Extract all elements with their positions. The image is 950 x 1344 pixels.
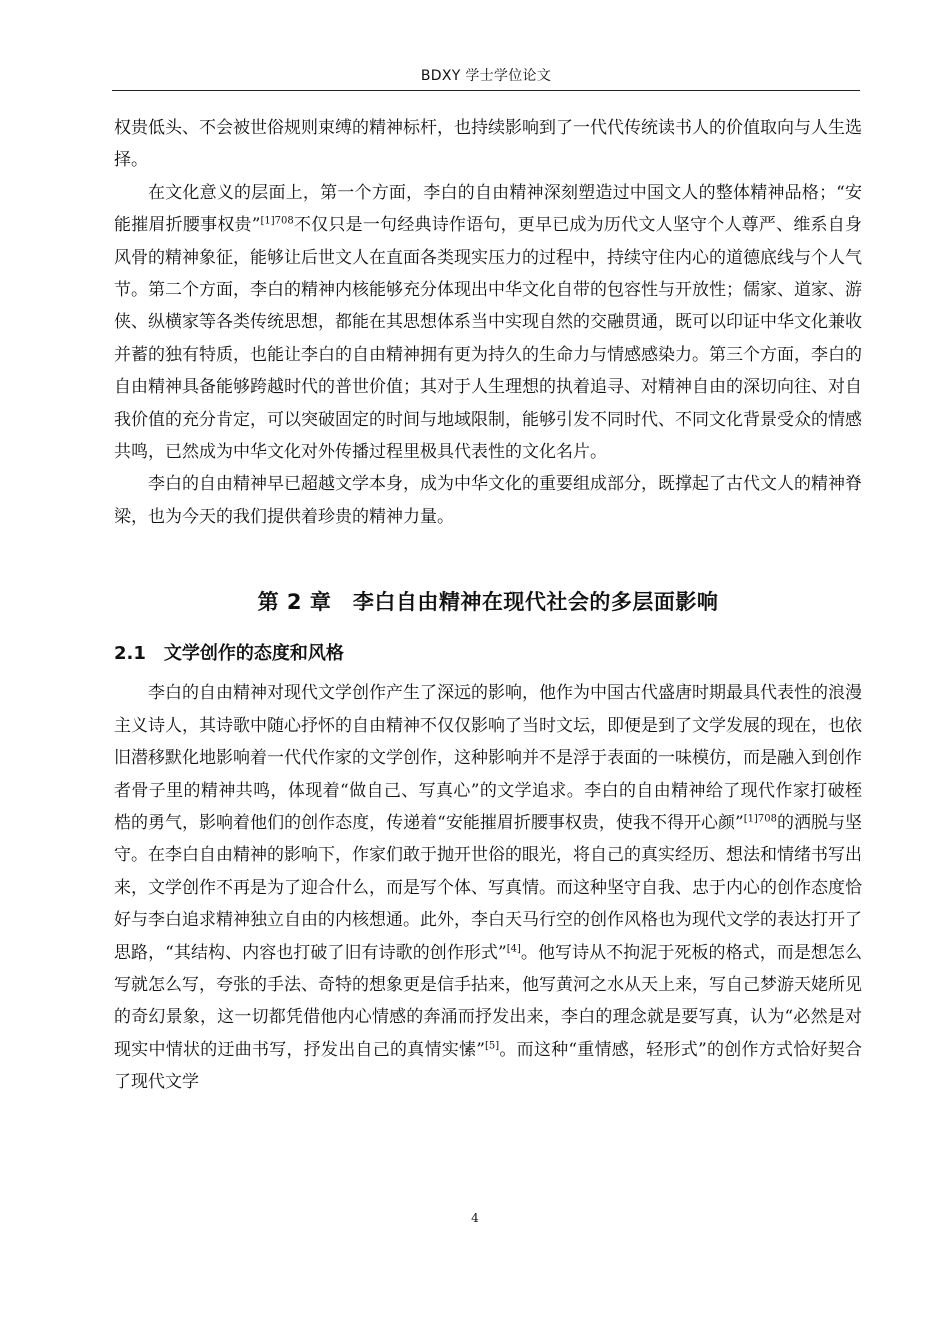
citation-marker: [4] (506, 942, 521, 954)
paragraph-text: 。而这种“重情感，轻形式”的创作方式恰好契合了现代文学 (114, 1039, 862, 1093)
main-content (114, 112, 862, 1099)
paragraph-text: 在文化意义的层面上，第一个方面，李白的自由精神深刻塑造过中国文人的整体精神品格；“安能摧眉折腰事权贵” (114, 182, 862, 236)
section-title: 2.1 文学创作的态度和风格 (114, 643, 344, 665)
section-paragraph (114, 677, 862, 1098)
paragraph-continuation: 权贵低头、不会被世俗规则束缚的精神标杆，也持续影响到了一代代传统读书人的价值取向与人生选择。 (114, 118, 862, 171)
citation-marker: [5] (484, 1040, 500, 1052)
paragraph-summary: 李白的自由精神早已超越文学本身，成为中华文化的重要组成部分，既撑起了古代文人的精神脊梁，也为今天的我们提供着珍贵的精神力量。 (114, 474, 862, 527)
citation-marker: [1]708 (743, 813, 777, 825)
paragraph-text: 的洒脱与坚守。在李白自由精神的影响下，作家们敢于抛开世俗的眼光，将自己的真实经历、想法和情绪书写出来，文学创作不再是为了迎合什么，而是写个体、写真情。而这种坚守自我、忠于内心的创作态度恰好与李白追求精神独立自由的内核想通。此外，李白天马行空的创作风格也为现代文学的表达打开了思路，“其结构、内容也打破了旧有诗歌的创作形式” (114, 812, 862, 963)
paragraph-cultural-significance (114, 177, 862, 469)
citation-marker: [1]708 (260, 215, 294, 227)
page-header (112, 64, 860, 91)
paragraph-text: 不仅只是一句经典诗作语句，更早已成为历代文人坚守个人尊严、维系自身风骨的精神象征，能够让后世文人在直面各类现实压力的过程中，持续守住内心的道德底线与个人气节。第二个方面，李白的精神内核能够充分体现出中华文化自带的包容性与开放性；儒家、道家、游侠、纵横家等各类传统思想，都能在其思想体系当中实现自然的交融贯通，既可以印证中华文化兼收并蓄的独有特质，也能让李白的自由精神拥有更为持久的生命力与情感感染力。第三个方面，李白的自由精神具备能够跨越时代的普世价值；其对于人生理想的执着追寻、对精神自由的深切向往、对自我价值的充分肯定，可以突破固定的时间与地域限制，能够引发不同时代、不同文化背景受众的情感共鸣，已然成为中华文化对外传播过程里极具代表性的文化名片。 (114, 215, 862, 463)
paragraph-text: 。他写诗从不拘泥于死板的格式，而是想怎么写就怎么写，夸张的手法、奇特的想象更是信手拈来，他写黄河之水从天上来，写自己梦游天姥所见的奇幻景象，这一切都凭借他内心情感的奔涌而抒发出来，李白的理念就是要写真，认为“必然是对现实中情状的迂曲书写，抒发出自己的真情实愫” (114, 942, 862, 1060)
page-number: 4 (471, 1211, 479, 1225)
chapter-title: 第 2 章 李白自由精神在现代社会的多层面影响 (257, 590, 719, 615)
paragraph-text: 李白的自由精神对现代文学创作产生了深远的影响，他作为中国古代盛唐时期最具代表性的浪漫主义诗人，其诗歌中随心抒怀的自由精神不仅仅影响了当时文坛，即便是到了文学发展的现在，也依旧潜移默化地影响着一代代作家的文学创作，这种影响并不是浮于表面的一味模仿，而是融入到创作者骨子里的精神共鸣，体现着“做自己、写真心”的文学追求。李白的自由精神给了现代作家打破桎梏的勇气，影响着他们的创作态度，传递着“安能摧眉折腰事权贵，使我不得开心颜” (114, 683, 862, 833)
header-title: BDXY 学士学位论文 (420, 68, 552, 84)
